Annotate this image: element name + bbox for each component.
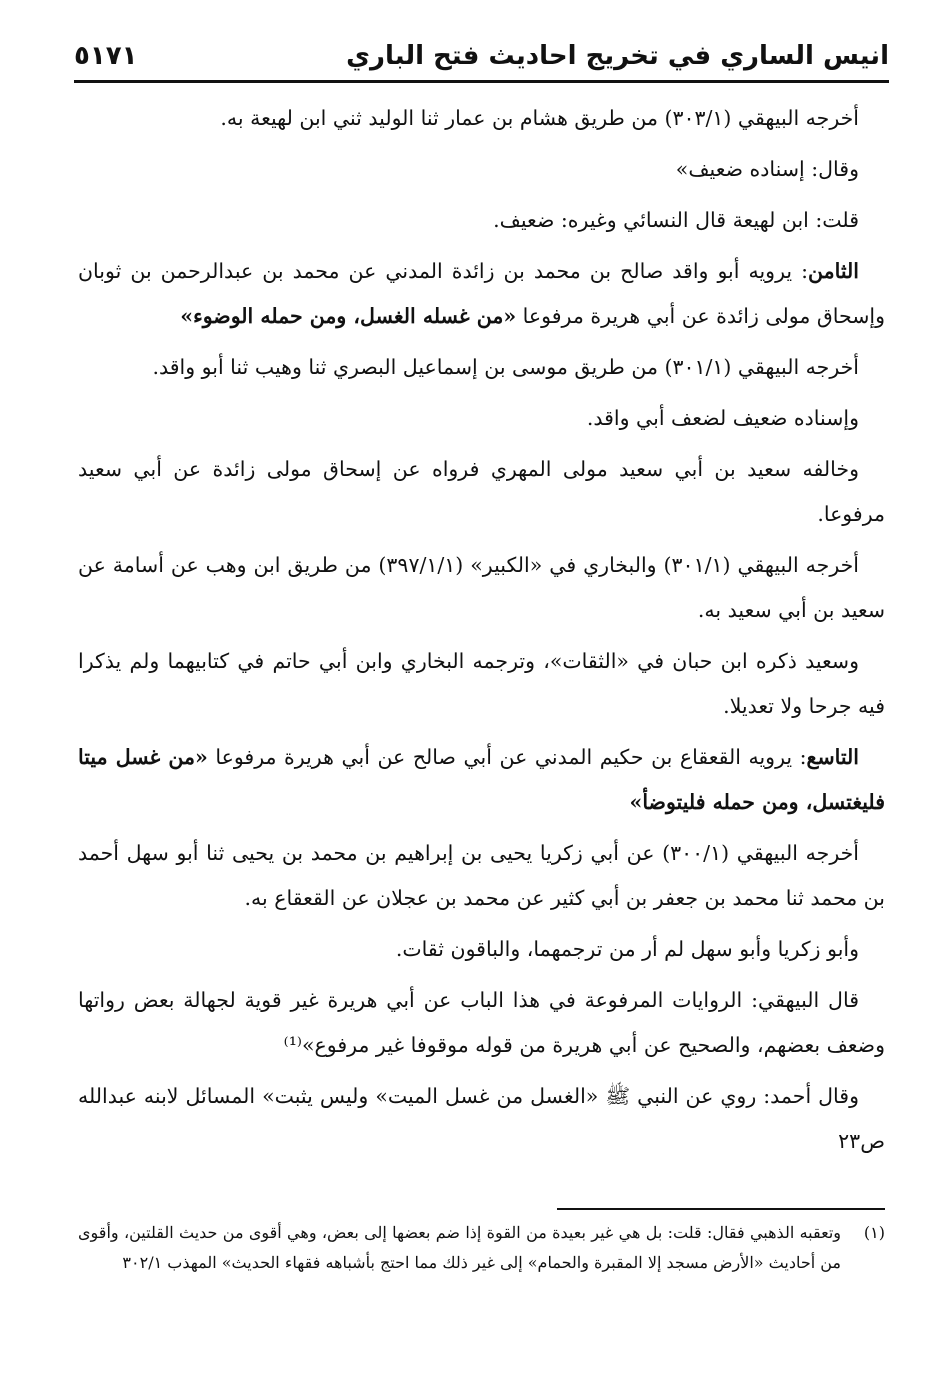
text-segment: قال البيهقي: الروايات المرفوعة في هذا الباب عن أبي هريرة غير قوية لجهالة بعض رواتها وضعف بعضهم، والصحيح عن أبي هريرة من قوله موقوفا غير مرفوع»⁽¹⁾ [78, 988, 885, 1057]
footnote-text: وتعقبه الذهبي فقال: قلت: بل هي غير بعيدة من القوة إذا ضم بعضها إلى بعض، وهي أقوى من حديث القلتين، وأقوى من أحاديث «الأرض مسجد إلا المقبرة والحمام» إلى غير ذلك مما احتج بأشباهه فقهاء الحديث» المهذب ٣٠٢/١ [78, 1223, 842, 1272]
text-paragraph [78, 831, 885, 921]
bold-segment: «من غسله الغسل، ومن حمله الوضوء» [180, 304, 517, 328]
text-paragraph [78, 249, 885, 339]
text-paragraph [78, 543, 885, 633]
footnote-marker: (١) [863, 1223, 885, 1242]
text-paragraph [78, 639, 885, 729]
footnote [78, 1218, 885, 1278]
text-paragraph [78, 447, 885, 537]
text-paragraph [78, 735, 885, 825]
text-segment: : يرويه أبو واقد صالح بن محمد بن زائدة المدني عن محمد بن عبدالرحمن بن ثوبان وإسحاق مولى زائدة عن أبي هريرة مرفوعا [78, 259, 885, 328]
text-paragraph [78, 978, 885, 1068]
text-segment: أخرجه البيهقي (٣٠٣/١) من طريق هشام بن عمار ثنا الوليد ثني ابن لهيعة به. [220, 106, 859, 130]
book-title: انيس الساري في تخريج احاديث فتح الباري [346, 41, 889, 71]
text-segment: أخرجه البيهقي (٣٠١/١) من طريق موسى بن إسماعيل البصري ثنا وهيب ثنا أبو واقد. [152, 355, 859, 379]
text-segment: وخالفه سعيد بن أبي سعيد مولى المهري فرواه عن إسحاق مولى زائدة عن أبي سعيد مرفوعا. [78, 457, 885, 526]
text-segment: وإسناده ضعيف لضعف أبي واقد. [586, 406, 859, 430]
bold-segment: التاسع [806, 745, 859, 769]
text-paragraph [78, 396, 885, 441]
text-segment: أخرجه البيهقي (٣٠٠/١) عن أبي زكريا يحيى بن إبراهيم بن محمد بن يحيى ثنا أبو سهل أحمد بن محمد ثنا محمد بن جعفر بن أبي كثير عن محمد بن عجلان عن القعقاع به. [78, 841, 885, 910]
text-segment: وقال: إسناده ضعيف» [675, 157, 859, 181]
text-paragraph [78, 147, 885, 192]
text-segment: قلت: ابن لهيعة قال النسائي وغيره: ضعيف. [493, 208, 859, 232]
text-paragraph [78, 198, 885, 243]
text-segment: وسعيد ذكره ابن حبان في «الثقات»، وترجمه البخاري وابن أبي حاتم في كتابيهما ولم يذكرا فيه جرحا ولا تعديلا. [78, 649, 885, 718]
running-header [74, 36, 889, 76]
text-segment: وأبو زكريا وأبو سهل لم أر من ترجمهما، والباقون ثقات. [395, 937, 859, 961]
main-text [78, 96, 885, 1170]
text-segment: أخرجه البيهقي (٣٠١/١) والبخاري في «الكبير» (٣٩٧/١/١) من طريق ابن وهب عن أسامة عن سعيد بن أبي سعيد به. [78, 553, 885, 622]
text-paragraph [78, 1074, 885, 1164]
text-segment: وقال أحمد: روي عن النبي ﷺ «الغسل من غسل الميت» وليس يثبت» المسائل لابنه عبدالله ص٢٣ [78, 1084, 885, 1153]
footnotes-section [78, 1218, 885, 1278]
bold-segment: «من غسل ميتا فليغتسل، ومن حمله فليتوضأ» [78, 745, 885, 814]
page-number: ٥١٧١ [74, 41, 138, 71]
footnote-separator [557, 1208, 885, 1210]
text-segment: : يرويه القعقاع بن حكيم المدني عن أبي صالح عن أبي هريرة مرفوعا [207, 745, 807, 769]
bold-segment: الثامن [808, 259, 859, 283]
text-paragraph [78, 345, 885, 390]
header-rule [74, 80, 889, 83]
text-paragraph [78, 96, 885, 141]
text-paragraph [78, 927, 885, 972]
